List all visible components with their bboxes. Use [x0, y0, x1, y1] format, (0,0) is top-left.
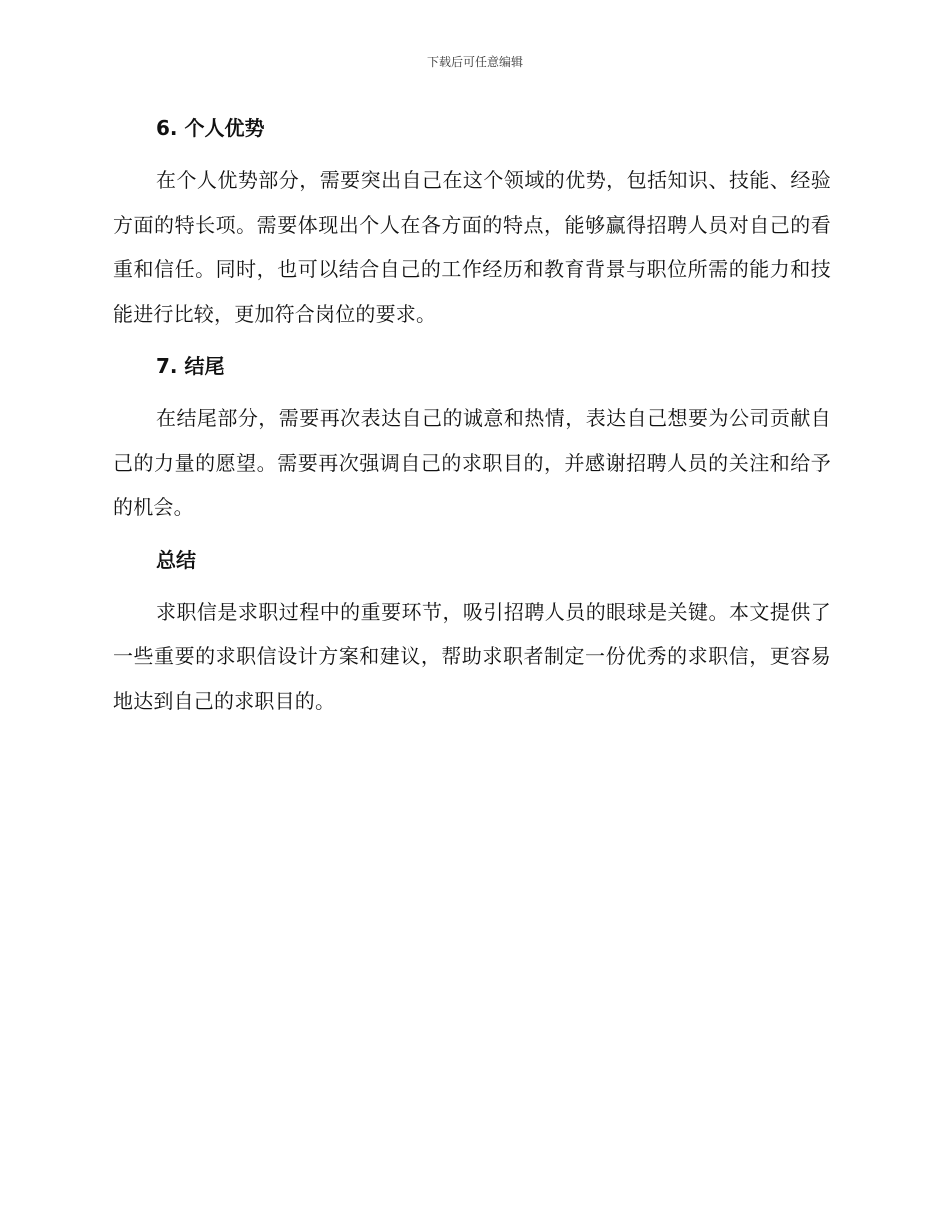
section-paragraph-closing: 在结尾部分，需要再次表达自己的诚意和热情，表达自己想要为公司贡献自己的力量的愿望。需要再次强调自己的求职目的，并感谢招聘人员的关注和给予的机会。	[113, 406, 831, 519]
header-note: 下载后可任意编辑	[426, 55, 523, 69]
document-body	[113, 112, 831, 726]
section-heading-closing: 7. 结尾	[156, 354, 225, 378]
section-heading-personal-strengths: 6. 个人优势	[156, 116, 265, 140]
section-paragraph-personal-strengths: 在个人优势部分，需要突出自己在这个领域的优势，包括知识、技能、经验方面的特长项。需要体现出个人在各方面的特点，能够赢得招聘人员对自己的看重和信任。同时，也可以结合自己的工作经历和教育背景与职位所需的能力和技能进行比较，更加符合岗位的要求。	[113, 168, 831, 326]
section-heading-summary: 总结	[156, 547, 196, 572]
section-paragraph-summary: 求职信是求职过程中的重要环节，吸引招聘人员的眼球是关键。本文提供了一些重要的求职信设计方案和建议，帮助求职者制定一份优秀的求职信，更容易地达到自己的求职目的。	[113, 599, 831, 713]
